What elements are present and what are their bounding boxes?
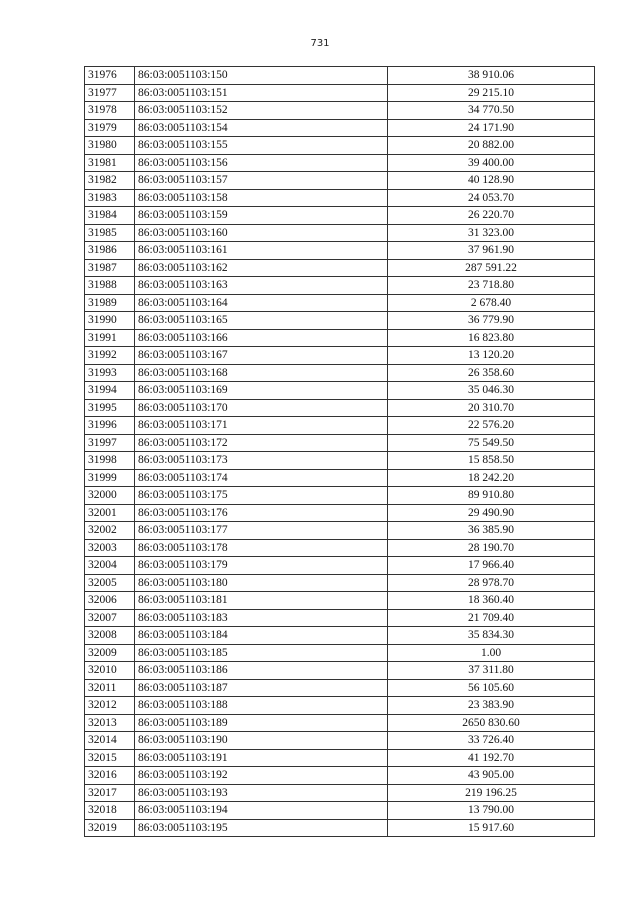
row-number-cell: 31996 — [85, 417, 135, 435]
table-row — [85, 329, 595, 347]
table-row — [85, 697, 595, 715]
cadastral-number-cell: 86:03:0051103:185 — [135, 644, 388, 662]
cadastral-value-cell: 15 858.50 — [388, 452, 595, 470]
cadastral-value-cell: 38 910.06 — [388, 67, 595, 85]
row-number-cell: 31979 — [85, 119, 135, 137]
table-row — [85, 382, 595, 400]
cadastral-value-cell: 37 311.80 — [388, 662, 595, 680]
table-row — [85, 84, 595, 102]
cadastral-number-cell: 86:03:0051103:191 — [135, 749, 388, 767]
row-number-cell: 32016 — [85, 767, 135, 785]
cadastral-value-cell: 29 490.90 — [388, 504, 595, 522]
row-number-cell: 32013 — [85, 714, 135, 732]
cadastral-value-cell: 56 105.60 — [388, 679, 595, 697]
row-number-cell: 31999 — [85, 469, 135, 487]
cadastral-value-cell: 15 917.60 — [388, 819, 595, 837]
row-number-cell: 31994 — [85, 382, 135, 400]
row-number-cell: 32001 — [85, 504, 135, 522]
cadastral-number-cell: 86:03:0051103:177 — [135, 522, 388, 540]
cadastral-number-cell: 86:03:0051103:179 — [135, 557, 388, 575]
table-row — [85, 469, 595, 487]
cadastral-value-cell: 40 128.90 — [388, 172, 595, 190]
cadastral-number-cell: 86:03:0051103:190 — [135, 732, 388, 750]
cadastral-value-cell: 89 910.80 — [388, 487, 595, 505]
row-number-cell: 32007 — [85, 609, 135, 627]
cadastral-value-cell: 43 905.00 — [388, 767, 595, 785]
row-number-cell: 32009 — [85, 644, 135, 662]
cadastral-value-cell: 22 576.20 — [388, 417, 595, 435]
cadastral-number-cell: 86:03:0051103:195 — [135, 819, 388, 837]
cadastral-number-cell: 86:03:0051103:175 — [135, 487, 388, 505]
table-row — [85, 242, 595, 260]
table-row — [85, 732, 595, 750]
cadastral-number-cell: 86:03:0051103:168 — [135, 364, 388, 382]
cadastral-value-cell: 20 310.70 — [388, 399, 595, 417]
table-row — [85, 364, 595, 382]
cadastral-value-cell: 23 718.80 — [388, 277, 595, 295]
cadastral-number-cell: 86:03:0051103:163 — [135, 277, 388, 295]
cadastral-value-cell: 18 360.40 — [388, 592, 595, 610]
table-row — [85, 417, 595, 435]
cadastral-number-cell: 86:03:0051103:170 — [135, 399, 388, 417]
cadastral-value-cell: 219 196.25 — [388, 784, 595, 802]
row-number-cell: 31981 — [85, 154, 135, 172]
table-row — [85, 679, 595, 697]
row-number-cell: 32011 — [85, 679, 135, 697]
row-number-cell: 31987 — [85, 259, 135, 277]
table-row — [85, 767, 595, 785]
cadastral-value-cell: 33 726.40 — [388, 732, 595, 750]
cadastral-number-cell: 86:03:0051103:173 — [135, 452, 388, 470]
table-row — [85, 347, 595, 365]
table-row — [85, 627, 595, 645]
cadastral-number-cell: 86:03:0051103:162 — [135, 259, 388, 277]
cadastral-number-cell: 86:03:0051103:169 — [135, 382, 388, 400]
row-number-cell: 31986 — [85, 242, 135, 260]
row-number-cell: 31982 — [85, 172, 135, 190]
cadastral-number-cell: 86:03:0051103:156 — [135, 154, 388, 172]
cadastral-value-cell: 16 823.80 — [388, 329, 595, 347]
cadastral-number-cell: 86:03:0051103:174 — [135, 469, 388, 487]
cadastral-number-cell: 86:03:0051103:165 — [135, 312, 388, 330]
table-row — [85, 609, 595, 627]
table-row — [85, 277, 595, 295]
cadastral-value-cell: 34 770.50 — [388, 102, 595, 120]
cadastral-number-cell: 86:03:0051103:187 — [135, 679, 388, 697]
row-number-cell: 32005 — [85, 574, 135, 592]
cadastral-number-cell: 86:03:0051103:194 — [135, 802, 388, 820]
cadastral-number-cell: 86:03:0051103:164 — [135, 294, 388, 312]
row-number-cell: 31978 — [85, 102, 135, 120]
cadastral-value-table — [84, 66, 595, 837]
cadastral-value-cell: 28 978.70 — [388, 574, 595, 592]
cadastral-value-cell: 35 046.30 — [388, 382, 595, 400]
table-row — [85, 137, 595, 155]
table-row — [85, 172, 595, 190]
cadastral-number-cell: 86:03:0051103:160 — [135, 224, 388, 242]
row-number-cell: 32019 — [85, 819, 135, 837]
cadastral-value-cell: 24 171.90 — [388, 119, 595, 137]
row-number-cell: 32018 — [85, 802, 135, 820]
cadastral-value-cell: 13 120.20 — [388, 347, 595, 365]
cadastral-number-cell: 86:03:0051103:155 — [135, 137, 388, 155]
cadastral-value-cell: 21 709.40 — [388, 609, 595, 627]
cadastral-number-cell: 86:03:0051103:178 — [135, 539, 388, 557]
cadastral-number-cell: 86:03:0051103:192 — [135, 767, 388, 785]
cadastral-number-cell: 86:03:0051103:161 — [135, 242, 388, 260]
table-row — [85, 644, 595, 662]
row-number-cell: 32002 — [85, 522, 135, 540]
cadastral-value-cell: 17 966.40 — [388, 557, 595, 575]
cadastral-number-cell: 86:03:0051103:186 — [135, 662, 388, 680]
table-row — [85, 819, 595, 837]
table-row — [85, 749, 595, 767]
cadastral-value-cell: 75 549.50 — [388, 434, 595, 452]
row-number-cell: 31993 — [85, 364, 135, 382]
cadastral-value-cell: 20 882.00 — [388, 137, 595, 155]
row-number-cell: 31985 — [85, 224, 135, 242]
table-row — [85, 399, 595, 417]
cadastral-number-cell: 86:03:0051103:157 — [135, 172, 388, 190]
row-number-cell: 32008 — [85, 627, 135, 645]
cadastral-value-cell: 39 400.00 — [388, 154, 595, 172]
table-row — [85, 504, 595, 522]
row-number-cell: 31992 — [85, 347, 135, 365]
row-number-cell: 32012 — [85, 697, 135, 715]
table-row — [85, 662, 595, 680]
row-number-cell: 32017 — [85, 784, 135, 802]
cadastral-number-cell: 86:03:0051103:183 — [135, 609, 388, 627]
table-row — [85, 487, 595, 505]
table-row — [85, 714, 595, 732]
table-row — [85, 574, 595, 592]
cadastral-number-cell: 86:03:0051103:189 — [135, 714, 388, 732]
cadastral-number-cell: 86:03:0051103:184 — [135, 627, 388, 645]
table-row — [85, 224, 595, 242]
cadastral-value-cell: 36 385.90 — [388, 522, 595, 540]
cadastral-number-cell: 86:03:0051103:193 — [135, 784, 388, 802]
page-number: 731 — [310, 38, 330, 49]
table-row — [85, 784, 595, 802]
cadastral-value-cell: 23 383.90 — [388, 697, 595, 715]
cadastral-number-cell: 86:03:0051103:167 — [135, 347, 388, 365]
table-row — [85, 67, 595, 85]
table-body — [85, 67, 595, 837]
row-number-cell: 31976 — [85, 67, 135, 85]
row-number-cell: 32014 — [85, 732, 135, 750]
cadastral-value-cell: 29 215.10 — [388, 84, 595, 102]
row-number-cell: 31983 — [85, 189, 135, 207]
cadastral-number-cell: 86:03:0051103:166 — [135, 329, 388, 347]
table-row — [85, 522, 595, 540]
cadastral-number-cell: 86:03:0051103:151 — [135, 84, 388, 102]
cadastral-number-cell: 86:03:0051103:188 — [135, 697, 388, 715]
table-row — [85, 312, 595, 330]
cadastral-value-cell: 13 790.00 — [388, 802, 595, 820]
row-number-cell: 31977 — [85, 84, 135, 102]
table-row — [85, 207, 595, 225]
cadastral-value-cell: 41 192.70 — [388, 749, 595, 767]
cadastral-number-cell: 86:03:0051103:181 — [135, 592, 388, 610]
cadastral-value-cell: 26 220.70 — [388, 207, 595, 225]
cadastral-value-cell: 24 053.70 — [388, 189, 595, 207]
row-number-cell: 31998 — [85, 452, 135, 470]
cadastral-value-cell: 287 591.22 — [388, 259, 595, 277]
row-number-cell: 32003 — [85, 539, 135, 557]
row-number-cell: 31997 — [85, 434, 135, 452]
table-row — [85, 802, 595, 820]
table-row — [85, 102, 595, 120]
row-number-cell: 31991 — [85, 329, 135, 347]
cadastral-number-cell: 86:03:0051103:176 — [135, 504, 388, 522]
cadastral-value-cell: 2650 830.60 — [388, 714, 595, 732]
row-number-cell: 31984 — [85, 207, 135, 225]
table-row — [85, 539, 595, 557]
table-row — [85, 119, 595, 137]
table-row — [85, 434, 595, 452]
row-number-cell: 32000 — [85, 487, 135, 505]
cadastral-number-cell: 86:03:0051103:152 — [135, 102, 388, 120]
cadastral-number-cell: 86:03:0051103:150 — [135, 67, 388, 85]
row-number-cell: 31995 — [85, 399, 135, 417]
row-number-cell: 31980 — [85, 137, 135, 155]
table-row — [85, 452, 595, 470]
row-number-cell: 32006 — [85, 592, 135, 610]
row-number-cell: 31989 — [85, 294, 135, 312]
cadastral-value-cell: 18 242.20 — [388, 469, 595, 487]
table-row — [85, 294, 595, 312]
table-row — [85, 557, 595, 575]
row-number-cell: 32010 — [85, 662, 135, 680]
cadastral-value-cell: 36 779.90 — [388, 312, 595, 330]
table-row — [85, 154, 595, 172]
cadastral-value-cell: 28 190.70 — [388, 539, 595, 557]
table-row — [85, 189, 595, 207]
cadastral-value-cell: 2 678.40 — [388, 294, 595, 312]
cadastral-value-cell: 26 358.60 — [388, 364, 595, 382]
table-row — [85, 592, 595, 610]
row-number-cell: 31990 — [85, 312, 135, 330]
cadastral-number-cell: 86:03:0051103:172 — [135, 434, 388, 452]
cadastral-value-cell: 1.00 — [388, 644, 595, 662]
cadastral-value-cell: 35 834.30 — [388, 627, 595, 645]
cadastral-value-cell: 31 323.00 — [388, 224, 595, 242]
cadastral-value-cell: 37 961.90 — [388, 242, 595, 260]
row-number-cell: 31988 — [85, 277, 135, 295]
cadastral-number-cell: 86:03:0051103:158 — [135, 189, 388, 207]
cadastral-number-cell: 86:03:0051103:180 — [135, 574, 388, 592]
row-number-cell: 32004 — [85, 557, 135, 575]
cadastral-number-cell: 86:03:0051103:171 — [135, 417, 388, 435]
cadastral-number-cell: 86:03:0051103:154 — [135, 119, 388, 137]
row-number-cell: 32015 — [85, 749, 135, 767]
table-row — [85, 259, 595, 277]
cadastral-number-cell: 86:03:0051103:159 — [135, 207, 388, 225]
